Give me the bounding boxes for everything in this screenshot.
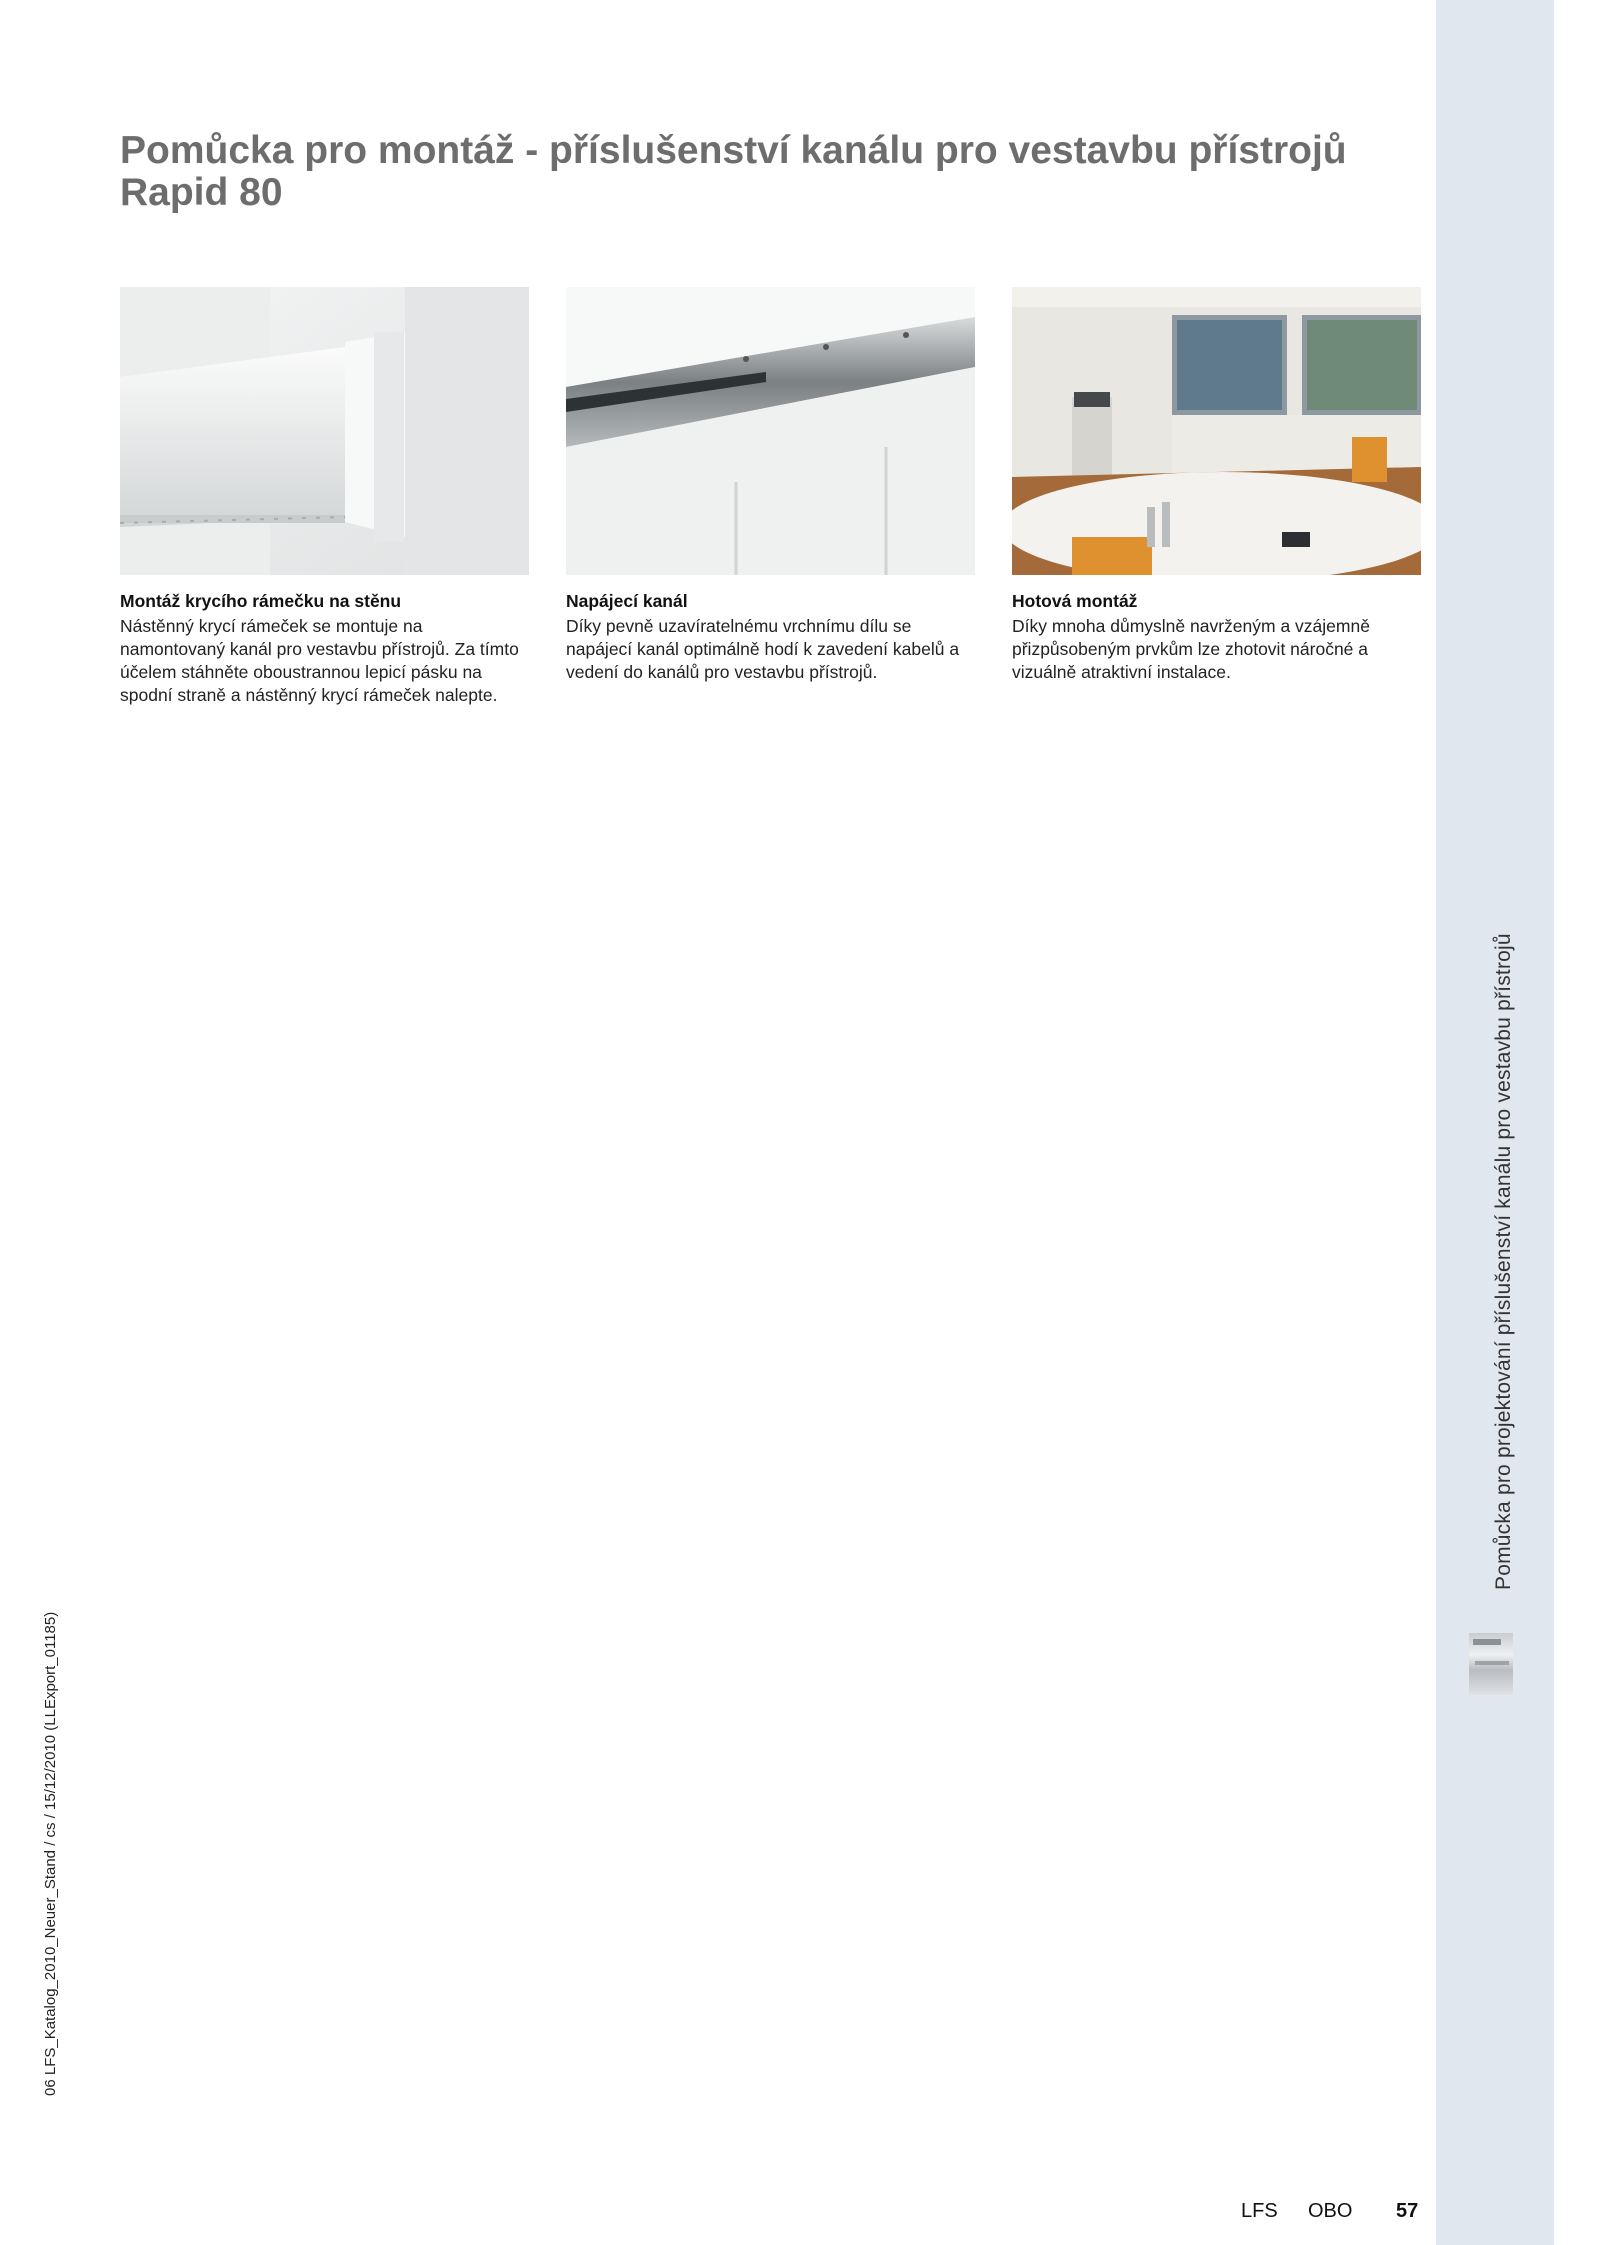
- sidebar-thumbnail: [1469, 1633, 1513, 1695]
- page-title: Pomůcka pro montáž - příslušenství kanálu pro vestavbu přístrojů Rapid 80: [120, 129, 1347, 214]
- caption-heading: Hotová montáž: [1012, 591, 1138, 611]
- footer-obo: OBO: [1308, 2200, 1353, 2222]
- caption-heading: Napájecí kanál: [566, 591, 688, 611]
- footer-lfs: LFS: [1241, 2200, 1278, 2222]
- photo-feed-channel: [566, 287, 975, 575]
- photo-wall-cover-frame: [120, 287, 529, 575]
- caption-text: Díky mnoha důmyslně navrženým a vzájemně přizpůsobeným prvkům lze zhotovit náročné a vizuálně atraktivní instalace.: [1012, 616, 1370, 682]
- caption-text: Díky pevně uzavíratelnému vrchnímu dílu se napájecí kanál optimálně hodí k zavedení kabelů a vedení do kanálů pro vestavbu přístrojů.: [566, 616, 960, 682]
- caption-column-2: [566, 590, 978, 684]
- page-number: 57: [1396, 2200, 1419, 2222]
- photo-finished-installation: [1012, 287, 1421, 575]
- print-job-note: 06 LFS_Katalog_2010_Neuer_Stand / cs / 15/12/2010 (LLExport_01185): [42, 1611, 59, 2096]
- sidebar-section-label: Pomůcka pro projektování příslušenství kanálu pro vestavbu přístrojů: [1492, 933, 1515, 1590]
- caption-column-3: [1012, 590, 1424, 684]
- caption-heading: Montáž krycího rámečku na stěnu: [120, 591, 402, 611]
- caption-text: Nástěnný krycí rámeček se montuje na namontovaný kanál pro vestavbu přístrojů. Za tímto účelem stáhněte oboustrannou lepicí pásku na spodní straně a nástěnný krycí rámeček nalepte.: [120, 616, 519, 705]
- caption-column-1: [120, 590, 532, 707]
